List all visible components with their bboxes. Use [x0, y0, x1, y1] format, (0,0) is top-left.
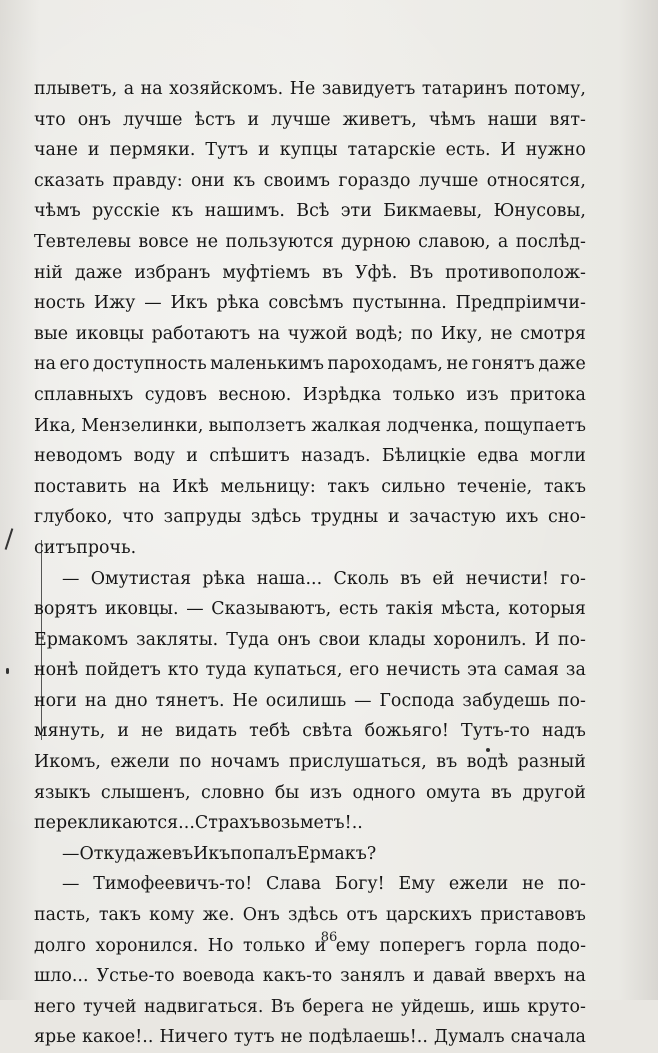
text-line: долго хоронился. Но только и ему поперегъ горла подо-: [34, 935, 586, 956]
text-line: нонѣ пойдетъ кто туда купаться, его нечисть эта самая за: [34, 660, 586, 681]
text-line: ній даже избранъ муфтіемъ въ Уфѣ. Въ противополож-: [34, 262, 586, 283]
text-line: языкъ слышенъ, словно бы изъ одного омута въ другой: [34, 782, 586, 803]
text-line: него тучей надвигаться. Въ берега не уйдешь, ишь круто-: [34, 996, 586, 1017]
text-line: ситъ прочь.: [34, 537, 137, 558]
text-line: перекликаются... Страхъ возьметъ!..: [34, 813, 363, 834]
text-line: поставить на Икѣ мельницу: такъ сильно теченіе, такъ: [34, 476, 586, 497]
text-line: ность Ижу — Икъ рѣка совсѣмъ пустынна. Предпріимчи-: [34, 293, 586, 314]
text-line: мянуть, и не видать тебѣ свѣта божьяго! Тутъ-то надъ: [34, 721, 586, 742]
text-line: плыветъ, а на хозяйскомъ. Не завидуетъ татаринъ потому,: [34, 79, 586, 99]
text-line: Ика, Мензелинки, выползетъ жалкая лодченка, пощупаетъ: [34, 415, 586, 436]
text-line: — Тимофеевичъ-то! Слава Богу! Ему ежели не по-: [62, 874, 586, 895]
text-line: пасть, такъ кому же. Онъ здѣсь отъ царскихъ приставовъ: [34, 905, 586, 926]
margin-dot: [6, 668, 9, 674]
text-line: чѣмъ русскіе къ нашимъ. Всѣ эти Бикмаевы, Юнусовы,: [34, 201, 586, 222]
text-line: неводомъ воду и спѣшитъ назадъ. Бѣлицкіе едва могли: [34, 446, 586, 467]
text-line: ворятъ иковцы. — Сказываютъ, есть такія мѣста, которыя: [34, 599, 586, 620]
text-line: Ермакомъ закляты. Туда онъ свои клады хоронилъ. И по-: [34, 629, 586, 650]
page-number: 86: [320, 930, 338, 945]
text-line: чане и пермяки. Тутъ и купцы татарскіе есть. И нужно: [34, 140, 586, 161]
text-line: на его доступность маленькимъ пароходамъ, не гонятъ даже: [34, 354, 586, 375]
text-line: сплавныхъ судовъ весною. Изрѣдка только изъ притока: [34, 384, 586, 405]
text-line: — Откуда же въ Икъ попалъ Ермакъ?: [62, 843, 377, 864]
text-line: шло... Устье-то воевода какъ-то занялъ и давай вверхъ на: [34, 966, 586, 987]
text-line: глубоко, что запруды здѣсь трудны и зачастую ихъ сно-: [34, 507, 586, 528]
text-line: вые иковцы работаютъ на чужой водѣ; по Ику, не смотря: [34, 323, 586, 344]
text-line: Тевтелевы вовсе не пользуются дурною славою, а послѣд-: [34, 231, 586, 252]
body-text: [34, 74, 586, 1053]
text-line: что онъ лучше ѣстъ и лучше живетъ, чѣмъ наши вят-: [34, 109, 586, 130]
text-line: Икомъ, ежели по ночамъ прислушаться, въ водѣ разный: [34, 752, 586, 773]
text-line: ярье какое!.. Ничего тутъ не подѣлаешь!.. Думалъ сначала: [34, 1027, 586, 1048]
text-line: сказать правду: они къ своимъ гораздо лучше относятся,: [34, 170, 586, 191]
text-line: ноги на дно тянетъ. Не осилишь — Господа забудешь по-: [34, 690, 586, 711]
margin-pencil-mark: [5, 528, 13, 549]
text-line: — Омутистая рѣка наша... Сколь въ ей нечисти! го-: [62, 568, 586, 589]
